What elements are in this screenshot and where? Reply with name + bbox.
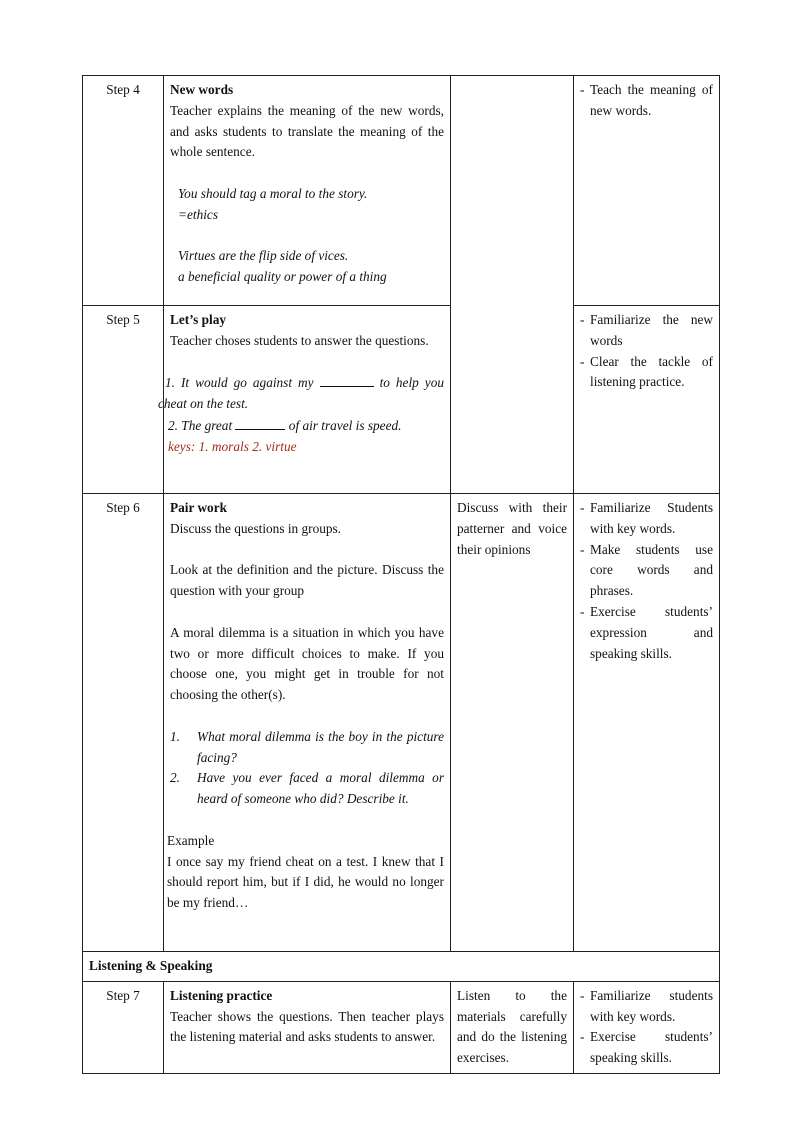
step-content <box>158 306 451 494</box>
purpose-item: - Exercise students’ speaking skills. <box>580 1027 713 1069</box>
step-content <box>164 981 451 1073</box>
row-step-7 <box>83 981 720 1073</box>
example-definition: a beneficial quality or power of a thing <box>178 269 387 285</box>
answer-keys: keys: 1. morals 2. virtue <box>168 438 297 454</box>
step-description: Teacher explains the meaning of the new words, and asks students to translate the meaning of the whole sentence. <box>170 102 444 160</box>
step-title: New words <box>170 82 234 97</box>
student-activity <box>451 76 574 494</box>
student-activity: Discuss with their patterner and voice their opinions <box>451 494 574 952</box>
example-sentence: You should tag a moral to the story. <box>178 185 368 201</box>
fill-blank-question: 1. It would go against my to help you cheat on the test. <box>158 372 444 415</box>
student-activity: Listen to the materials carefully and do the listening exercises. <box>451 981 574 1073</box>
fill-blank-question: 2. The great of air travel is speed. <box>158 415 444 437</box>
step-content <box>164 494 451 952</box>
discussion-questions <box>170 727 444 810</box>
discussion-question: 1. What moral dilemma is the boy in the picture facing? <box>170 728 444 765</box>
purpose-cell <box>574 494 720 952</box>
section-title: Listening & Speaking <box>83 952 720 982</box>
section-row <box>83 952 720 982</box>
step-label: Step 7 <box>83 981 164 1073</box>
step-content <box>164 76 451 306</box>
blank-line <box>320 372 374 387</box>
step-label: Step 6 <box>83 494 164 952</box>
purpose-item: - Familiarize the new words <box>580 310 713 352</box>
step-title: Let’s play <box>170 312 227 327</box>
discussion-question: 2. Have you ever faced a moral dilemma or heard of someone who did? Describe it. <box>170 770 444 807</box>
purpose-item: - Make students use core words and phrases. <box>580 540 713 602</box>
purpose-cell <box>574 981 720 1073</box>
step-description: Look at the definition and the picture. Discuss the question with your group <box>170 562 444 599</box>
example-definition: =ethics <box>178 206 218 222</box>
purpose-cell <box>574 306 720 494</box>
step-label: Step 5 <box>83 306 164 494</box>
step-title: Listening practice <box>170 987 273 1003</box>
row-step-6 <box>83 494 720 952</box>
step-description: Teacher shows the questions. Then teacher plays the listening material and asks students to answer. <box>170 1008 444 1045</box>
blank-line <box>235 415 285 430</box>
row-step-5 <box>83 306 720 494</box>
example-sentence: Virtues are the flip side of vices. <box>178 248 349 264</box>
definition-text: A moral dilemma is a situation in which you have two or more difficult choices to make. If you choose one, you might get in trouble for not choosing the other(s). <box>170 624 444 703</box>
purpose-item: - Exercise students’ expression and speaking skills. <box>580 602 713 664</box>
step-description: Discuss the questions in groups. <box>170 520 342 536</box>
step-description: Teacher choses students to answer the questions. <box>170 332 429 348</box>
step-title: Pair work <box>170 500 227 515</box>
example-text: I once say my friend cheat on a test. I knew that I should report him, but if I did, he would no longer be my friend… <box>167 853 444 911</box>
step-label: Step 4 <box>83 76 164 306</box>
purpose-item: - Clear the tackle of listening practice. <box>580 352 713 394</box>
purpose-item: - Familiarize Students with key words. <box>580 498 713 540</box>
purpose-item: - Familiarize students with key words. <box>580 986 713 1028</box>
lesson-plan-table <box>82 75 720 1074</box>
row-step-4 <box>83 76 720 306</box>
example-label: Example <box>167 832 215 848</box>
purpose-item: - Teach the meaning of new words. <box>580 80 713 122</box>
purpose-cell <box>574 76 720 306</box>
